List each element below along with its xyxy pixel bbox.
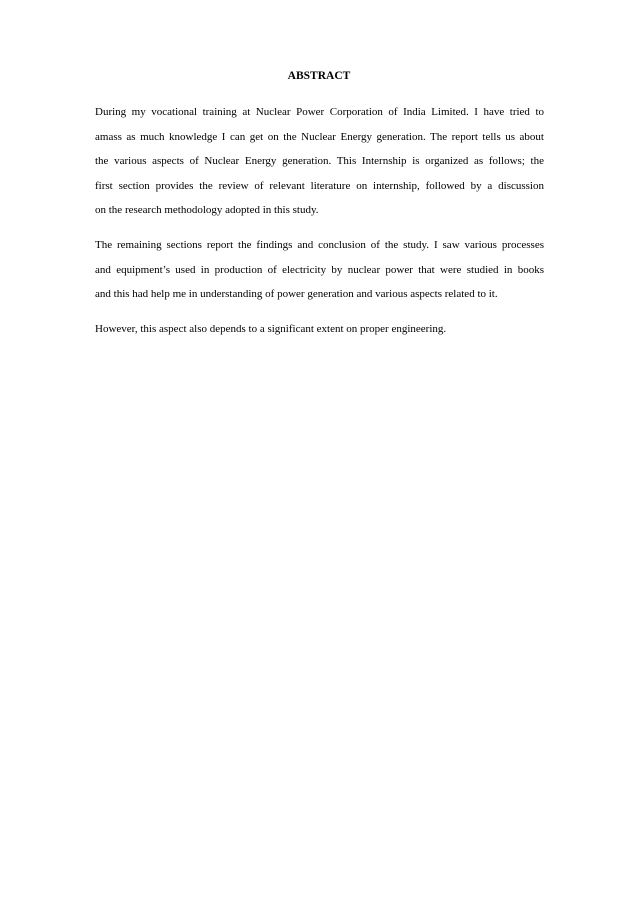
paragraph-2 xyxy=(95,233,544,307)
paragraph-line: and equipment’s used in production of electricity by nuclear power that were studied in books xyxy=(95,263,544,276)
paragraph-line: During my vocational training at Nuclear Power Corporation of India Limited. I have tried to xyxy=(95,106,544,118)
paragraph-line: amass as much knowledge I can get on the Nuclear Energy generation. The report tells us about xyxy=(95,130,544,143)
paragraph-line: first section provides the review of relevant literature on internship, followed by a discussion xyxy=(95,179,544,192)
paragraph-3 xyxy=(95,317,544,342)
abstract-heading: ABSTRACT xyxy=(287,70,351,82)
paragraph-line: the various aspects of Nuclear Energy generation. This Internship is organized as follows; the xyxy=(95,155,544,168)
paragraph-line: However, this aspect also depends to a significant extent on proper engineering. xyxy=(95,322,447,335)
paragraph-line: and this had help me in understanding of power generation and various aspects related to it. xyxy=(95,288,498,301)
paragraph-1 xyxy=(95,100,544,223)
abstract-body xyxy=(95,100,544,351)
paragraph-line: The remaining sections report the findings and conclusion of the study. I saw various processes xyxy=(95,238,544,251)
paragraph-line: on the research methodology adopted in this study. xyxy=(95,204,319,217)
